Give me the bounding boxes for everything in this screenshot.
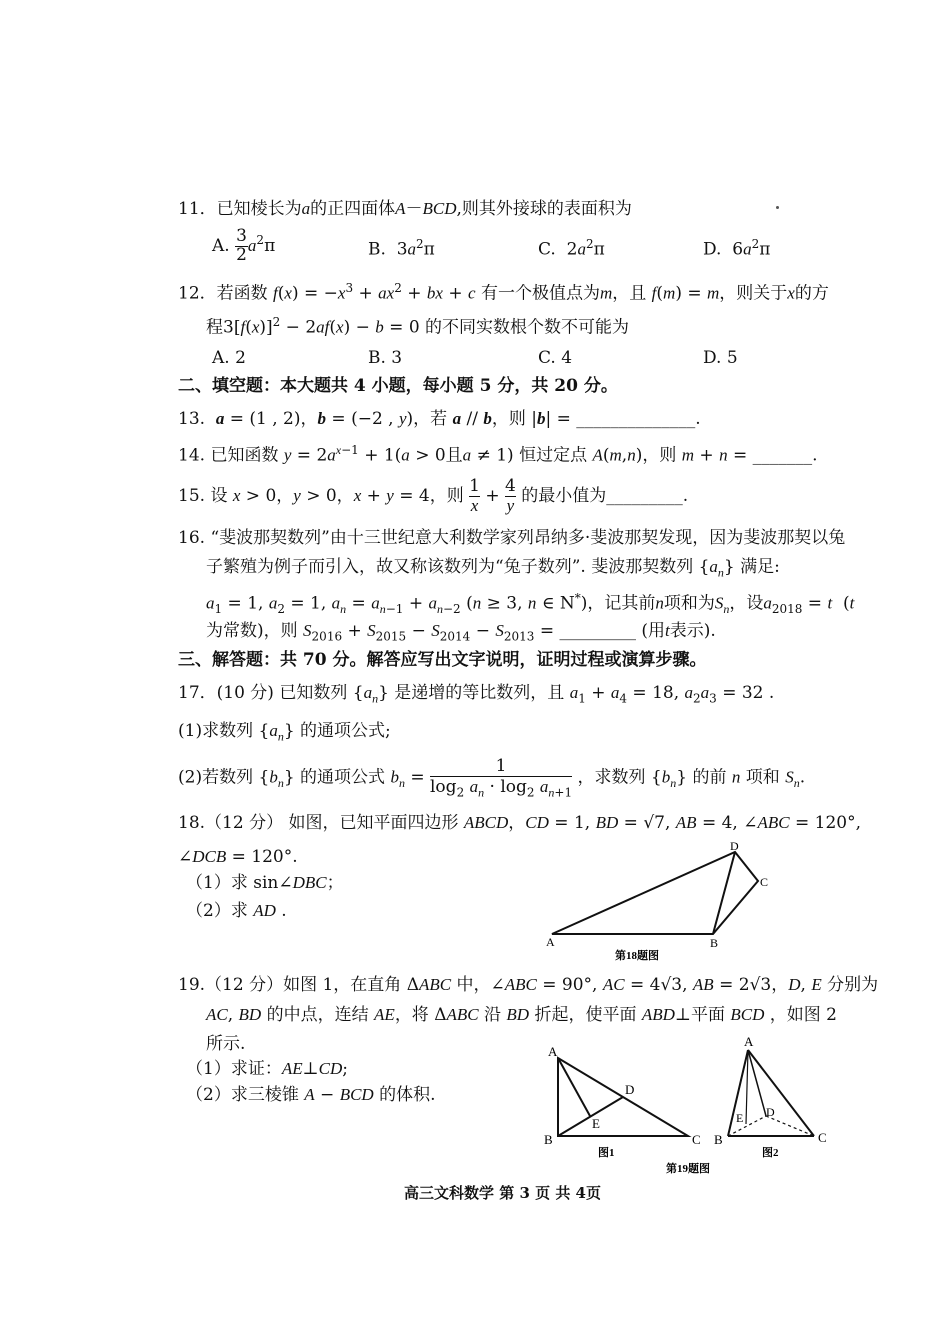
fig19-1-label-d: D bbox=[625, 1082, 635, 1097]
fig18-label-d: D bbox=[730, 839, 739, 853]
fig19-1-label-e: E bbox=[592, 1116, 600, 1131]
fig19-2-caption: 图2 bbox=[762, 1147, 779, 1159]
fig19-1-caption: 图1 bbox=[598, 1147, 615, 1159]
q13: 13. a = (1 , 2)，b = (−2 , y)，若 a // b，则 |b| = ______________. bbox=[178, 409, 701, 429]
q16-line4: 为常数)，则 $S_{2016} + S_{2015} - S_{2014} - S_{2013}$ = _________ (用t表示). bbox=[206, 621, 716, 644]
q11-option-c: C. $2a^2\pi$ bbox=[538, 237, 605, 260]
q11-option-b: B. $3a^2\pi$ bbox=[368, 237, 435, 260]
q19-line3: 所示. bbox=[206, 1034, 246, 1054]
q12-option-d: D. 5 bbox=[703, 348, 738, 368]
q12-option-a: A. 2 bbox=[212, 348, 246, 368]
q18-part2: （2）求 AD . bbox=[186, 901, 287, 921]
fig18-caption: 第18题图 bbox=[615, 950, 659, 962]
scan-speck bbox=[776, 206, 779, 209]
q11-option-d: D. $6a^2\pi$ bbox=[703, 237, 771, 260]
page-footer: 高三文科数学 第 3 页 共 4页 bbox=[404, 1184, 601, 1202]
q14: 14. 已知函数 $y = 2a^{x-1} + 1(a > 0$且a ≠ 1) 恒过定点 A(m,n)，则 m + n = _______. bbox=[178, 443, 818, 466]
q18-part1: （1）求 sin∠DBC； bbox=[186, 873, 344, 893]
figure-18 bbox=[540, 838, 780, 966]
q18-line1: 18.（12 分） 如图，已知平面四边形 ABCD，CD = 1, BD = √7, AB = 4, ∠ABC = 120°, bbox=[178, 813, 861, 833]
q12-option-b: B. 3 bbox=[368, 348, 403, 368]
fig18-label-b: B bbox=[710, 936, 719, 950]
q16-line3: $a_1 = 1$, $a_2 = 1$, $a_n = a_{n-1} + a_{n-2}$ (n ≥ 3, n ∈ N*)，记其前n项和为$S_n$，设$a_{2018} = t$ (t bbox=[206, 591, 855, 617]
q17-part1: (1)求数列 $\{a_n\}$ 的通项公式; bbox=[178, 721, 391, 744]
q19-line2: AC, BD 的中点，连结 AE，将 ΔABC 沿 BD 折起，使平面 ABD⊥平面 BCD ，如图 2 bbox=[206, 1005, 837, 1025]
fig19-1-label-a: A bbox=[548, 1044, 558, 1059]
q19-part1: （1）求证：AE⊥CD; bbox=[186, 1059, 348, 1079]
fig19-2-label-c: C bbox=[818, 1130, 827, 1145]
figure-19 bbox=[540, 1036, 840, 1176]
q11-option-a: A. $\frac{3}{2}$ $a^2\pi$ bbox=[212, 226, 276, 265]
q19-line1: 19.（12 分）如图 1，在直角 ΔABC 中，∠ABC = 90°, AC = 4√3, AB = 2√3，D, E 分别为 bbox=[178, 975, 879, 995]
q19-part2: （2）求三棱锥 A − BCD 的体积. bbox=[186, 1085, 436, 1105]
q12-option-c: C. 4 bbox=[538, 348, 573, 368]
q12-line1: 12．若函数 $f(x) = -x^3 + ax^2$ + bx + c 有一个极值点为m，且 f(m) = m，则关于x的方 bbox=[178, 281, 829, 304]
q16-line1: 16. “斐波那契数列”由十三世纪意大利数学家列昂纳多·斐波那契发现，因为斐波那契以兔 bbox=[178, 528, 846, 548]
fig19-1-label-b: B bbox=[544, 1132, 553, 1147]
q12-line2: 程$3[f(x)]^2 - 2af(x) - b = 0$ 的不同实数根个数不可能为 bbox=[206, 315, 630, 338]
fig19-2-label-e: E bbox=[736, 1111, 744, 1125]
q18-line2: ∠DCB = 120°. bbox=[178, 847, 298, 867]
q16-line2: 子繁殖为例子而引入，故又称该数列为“兔子数列”. 斐波那契数列 $\{a_n\}$ 满足: bbox=[206, 557, 780, 580]
fig19-2-label-a: A bbox=[744, 1036, 754, 1049]
q15: 15. 设 x > 0，y > 0，x + y = 4，则 $\frac{1}{x}$ + $\frac{4}{y}$ 的最小值为_________. bbox=[178, 476, 689, 515]
fig18-label-c: C bbox=[760, 875, 769, 889]
fig19-2-label-d: D bbox=[766, 1105, 775, 1119]
q11-stem: 11．已知棱长为a的正四面体A－BCD,则其外接球的表面积为 bbox=[178, 199, 632, 219]
fig19-2-label-b: B bbox=[714, 1132, 723, 1147]
q17-part2: (2)若数列 $\{b_n\}$ 的通项公式 $b_n$ = $\frac{1}{\log_2 a_n \cdot \log_2 a_{n+1}}$ ，求数列 $\{b_n\}$ 的前 n 项和 $S_n$. bbox=[178, 756, 806, 800]
fig19-caption: 第19题图 bbox=[666, 1163, 710, 1175]
fig19-1-label-c: C bbox=[692, 1132, 701, 1147]
fig18-label-a: A bbox=[546, 935, 555, 949]
section-3-heading: 三、解答题：共 70 分。解答应写出文字说明，证明过程或演算步骤。 bbox=[178, 650, 707, 670]
section-2-heading: 二、填空题：本大题共 4 小题，每小题 5 分，共 20 分。 bbox=[178, 376, 618, 396]
q17-stem: 17．(10 分) 已知数列 $\{a_n\}$ 是递增的等比数列，且 $a_1 + a_4 = 18$, $a_2a_3 = 32$ . bbox=[178, 683, 775, 706]
